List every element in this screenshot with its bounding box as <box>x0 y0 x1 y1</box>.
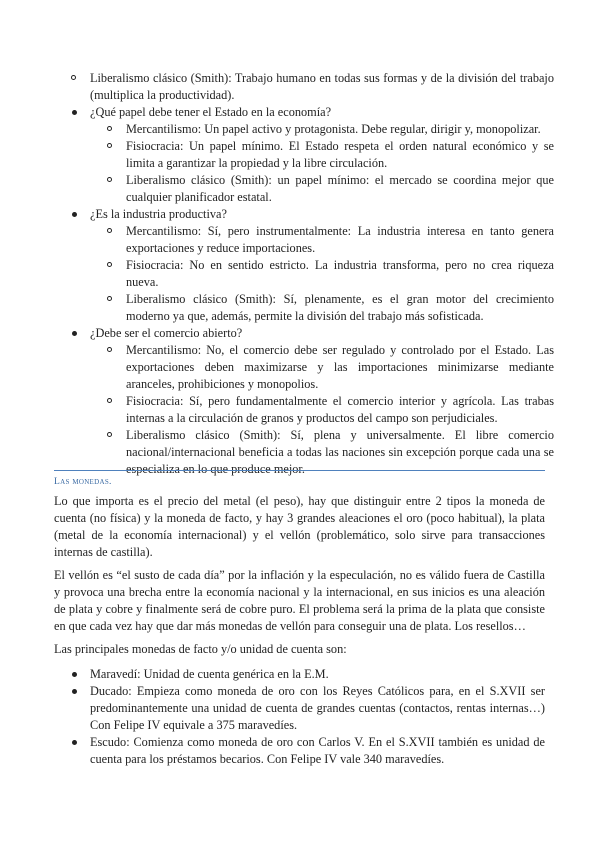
circle-bullet-icon <box>107 177 112 182</box>
answer-text: Fisiocracia: Un papel mínimo. El Estado respeta el orden natural económico y se limita a garantizar la propiedad y la libre circulación. <box>126 139 554 170</box>
circle-bullet-icon <box>107 126 112 131</box>
circle-bullet-icon <box>107 296 112 301</box>
circle-bullet-icon <box>107 262 112 267</box>
disc-bullet-icon <box>72 689 77 694</box>
list-item <box>54 121 554 138</box>
paragraph: El vellón es “el susto de cada día” por la inflación y la especulación, no es válido fuera de Castilla y provoca una brecha entre la economía nacional y la internacional, en sus inicios es una aleación de plata y cobre y finalmente será de cobre puro. El problema será la prima de la plata que consiste en que cada vez hay que dar más monedas de vellón para conseguir una de plata. Los resellos… <box>54 568 545 633</box>
question-text: ¿Debe ser el comercio abierto? <box>90 326 243 340</box>
answer-text: Liberalismo clásico (Smith): Sí, plenamente, es el gran motor del crecimiento moderno ya que, además, permite la división del trabajo más sofisticada. <box>126 292 554 323</box>
answer-list <box>90 121 554 206</box>
disc-bullet-icon <box>72 110 77 115</box>
answer-text: Liberalismo clásico (Smith): Sí, plena y universalmente. El libre comercio nacional/internacional beneficia a todas las naciones sin excepción porque cada una se especializa en lo que produce mejor. <box>126 428 554 476</box>
list-item <box>54 138 554 172</box>
list-item <box>54 223 554 257</box>
list-item <box>54 683 545 734</box>
answer-text: Liberalismo clásico (Smith): Trabajo humano en todas sus formas y de la división del trabajo (multiplica la productividad). <box>90 71 554 102</box>
question-text: ¿Es la industria productiva? <box>90 207 227 221</box>
answer-text: Fisiocracia: No en sentido estricto. La industria transforma, pero no crea riqueza nueva. <box>126 258 554 289</box>
circle-bullet-icon <box>71 75 76 80</box>
disc-bullet-icon <box>72 740 77 745</box>
disc-bullet-icon <box>72 672 77 677</box>
economic-schools-outline <box>54 70 554 478</box>
paragraph: Las principales monedas de facto y/o unidad de cuenta son: <box>54 642 347 656</box>
list-item <box>54 172 554 206</box>
list-item <box>54 291 554 325</box>
list-item <box>54 342 554 393</box>
question-item <box>54 325 554 478</box>
coin-text: Ducado: Empieza como moneda de oro con los Reyes Católicos para, en el S.XVII ser predominantemente una unidad de cuenta de grandes cuentas (contactos, rentas internas…) Con Felipe IV equivale a 375 maravedíes. <box>90 684 545 732</box>
answer-text: Mercantilismo: Sí, pero instrumentalmente: La industria interesa en tanto genera exportaciones y reduce importaciones. <box>126 224 554 255</box>
list-item <box>54 734 545 768</box>
question-item <box>54 104 554 206</box>
list-item <box>54 393 554 427</box>
list-item <box>54 257 554 291</box>
circle-bullet-icon <box>107 347 112 352</box>
section-divider <box>54 470 545 471</box>
list-item <box>18 70 554 104</box>
list-item <box>54 666 545 683</box>
answer-text: Fisiocracia: Sí, pero fundamentalmente el comercio interior y agrícola. Las trabas internas a la circulación de granos y productos del campo son perjudiciales. <box>126 394 554 425</box>
answer-text: Mercantilismo: Un papel activo y protagonista. Debe regular, dirigir y, monopolizar. <box>126 122 541 136</box>
circle-bullet-icon <box>107 143 112 148</box>
paragraph: Lo que importa es el precio del metal (el peso), hay que distinguir entre 2 tipos la moneda de cuenta (no física) y la moneda de facto, y hay 3 grandes aleaciones el oro (poco habitual), la plata (metal de la economía internacional) y el vellón (problemático, solo sirve para transacciones internas de castilla). <box>54 494 545 559</box>
coin-text: Escudo: Comienza como moneda de oro con Carlos V. En el S.XVII también es unidad de cuenta para los préstamos becarios. Con Felipe IV vale 340 maravedíes. <box>90 735 545 766</box>
question-list <box>54 104 554 478</box>
answer-text: Mercantilismo: No, el comercio debe ser regulado y controlado por el Estado. Las exportaciones deben maximizarse y las importaciones minimizarse mediante aranceles, prohibiciones y monopolios. <box>126 343 554 391</box>
section-heading: Las monedas. <box>54 477 112 487</box>
coin-list <box>54 666 545 768</box>
coin-text: Maravedí: Unidad de cuenta genérica en la E.M. <box>90 667 329 681</box>
answer-text: Liberalismo clásico (Smith): un papel mínimo: el mercado se coordina mejor que cualquier planificador estatal. <box>126 173 554 204</box>
circle-bullet-icon <box>107 432 112 437</box>
disc-bullet-icon <box>72 331 77 336</box>
question-item <box>54 206 554 325</box>
circle-bullet-icon <box>107 228 112 233</box>
answer-list <box>90 342 554 478</box>
circle-bullet-icon <box>107 398 112 403</box>
question-text: ¿Qué papel debe tener el Estado en la economía? <box>90 105 332 119</box>
answer-list <box>90 223 554 325</box>
disc-bullet-icon <box>72 212 77 217</box>
